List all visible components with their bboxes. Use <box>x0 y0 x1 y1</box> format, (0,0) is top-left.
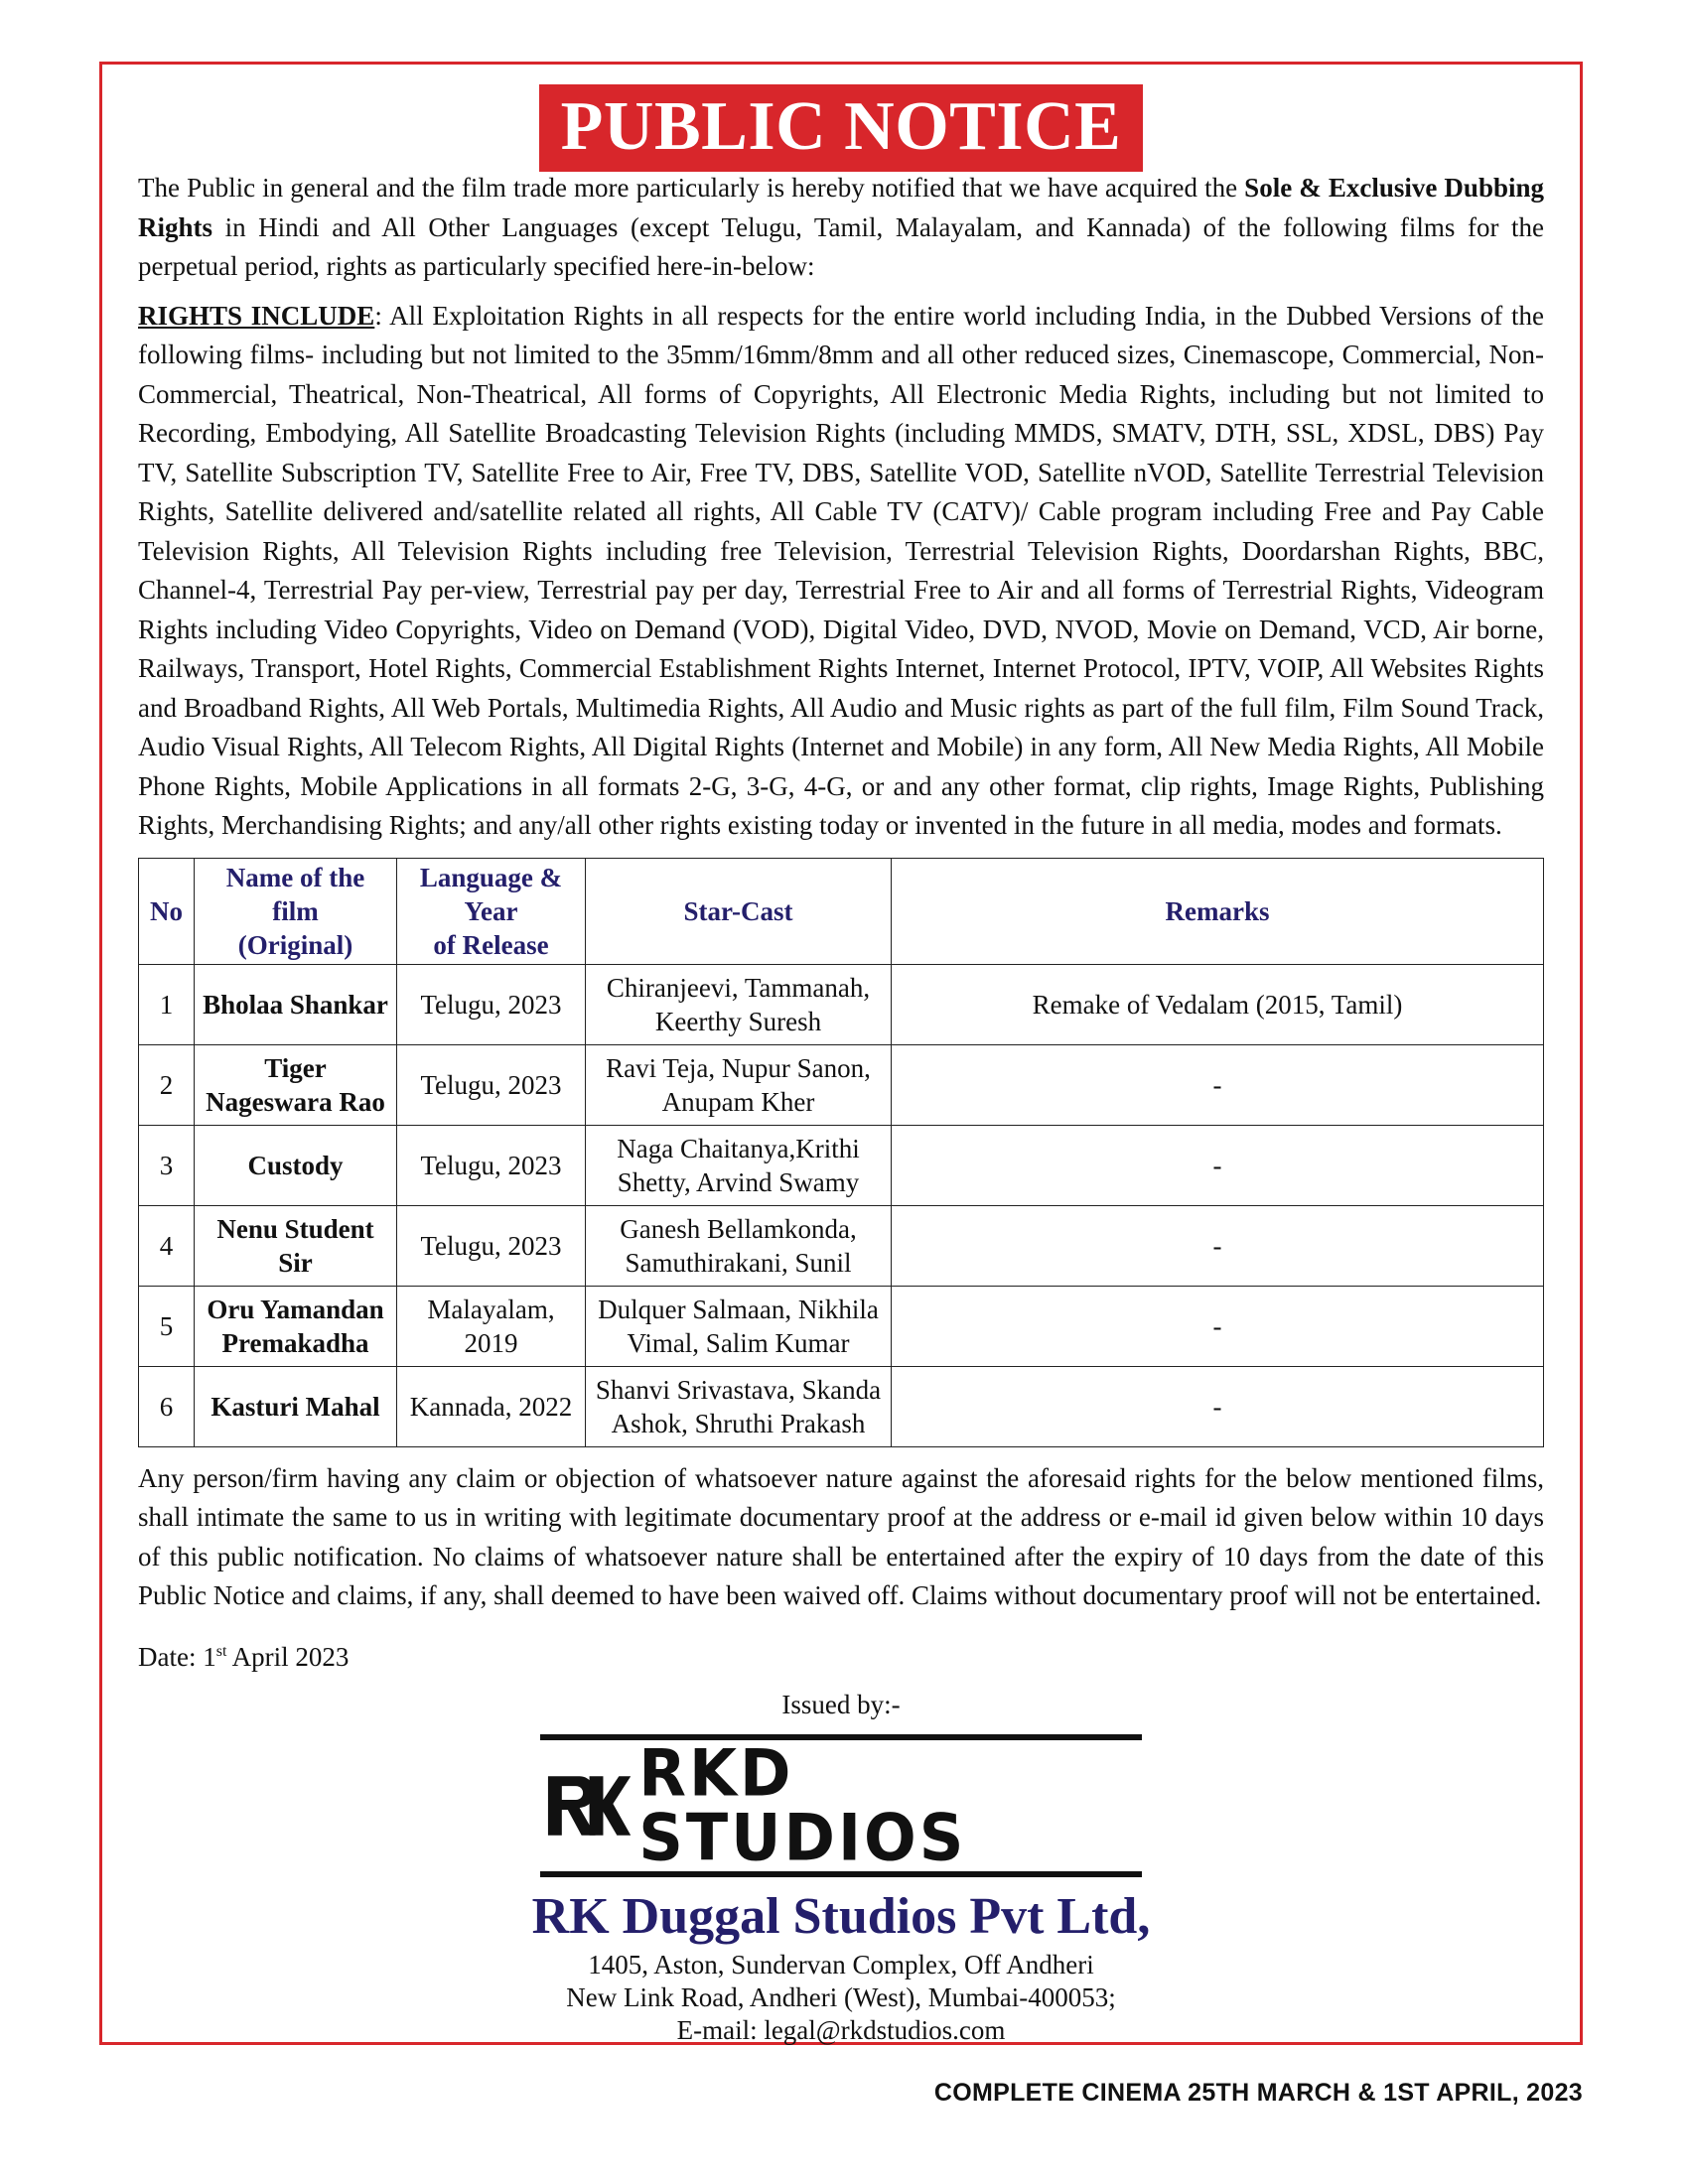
table-row <box>139 964 1544 1044</box>
logo-text: RKD STUDIOS <box>638 1734 967 1875</box>
intro-text-2: in Hindi and All Other Languages (except Telugu, Tamil, Malayalam, and Kannada) of the following films for the perpetual period, rights as particularly specified here-in-below: <box>138 211 1544 281</box>
rkd-logo <box>138 1734 1544 1877</box>
cell-cast: Ravi Teja, Nupur Sanon, Anupam Kher <box>586 1044 892 1125</box>
cell-cast: Dulquer Salmaan, Nikhila Vimal, Salim Kumar <box>586 1286 892 1366</box>
cell-film-name: Custody <box>195 1125 397 1205</box>
publication-footer: COMPLETE CINEMA 25TH MARCH & 1ST APRIL, 2023 <box>933 2079 1583 2107</box>
films-table <box>138 858 1544 1447</box>
address-line-2: New Link Road, Andheri (West), Mumbai-400053; <box>566 1981 1116 2012</box>
cell-remarks: Remake of Vedalam (2015, Tamil) <box>892 964 1544 1044</box>
table-row <box>139 1205 1544 1286</box>
cell-language: Kannada, 2022 <box>397 1366 586 1446</box>
header-cast: Star-Cast <box>586 858 892 964</box>
cell-no: 6 <box>139 1366 195 1446</box>
cell-language: Telugu, 2023 <box>397 1044 586 1125</box>
cell-language: Telugu, 2023 <box>397 964 586 1044</box>
table-row <box>139 1366 1544 1446</box>
email-line: E-mail: legal@rkdstudios.com <box>676 2014 1006 2045</box>
cell-film-name: Oru Yamandan Premakadha <box>195 1286 397 1366</box>
address-line-1: 1405, Aston, Sundervan Complex, Off Andheri <box>588 1949 1094 1979</box>
cell-remarks: - <box>892 1366 1544 1446</box>
cell-language: Malayalam, 2019 <box>397 1286 586 1366</box>
header-name <box>195 858 397 964</box>
logo-inner <box>540 1734 1142 1877</box>
header-name-line1: Name of the film <box>225 862 365 926</box>
header-no: No <box>139 858 195 964</box>
header-lang-line1: Language & Year <box>419 862 563 926</box>
intro-bold: Sole & Exclusive Dubbing Rights <box>138 173 1544 242</box>
date-suffix: st <box>215 1642 227 1660</box>
rights-heading: RIGHTS INCLUDE <box>138 300 375 331</box>
date-line <box>138 1634 1544 1675</box>
cell-no: 1 <box>139 964 195 1044</box>
cell-no: 2 <box>139 1044 195 1125</box>
cell-no: 5 <box>139 1286 195 1366</box>
title-wrap <box>102 84 1580 172</box>
header-remarks: Remarks <box>892 858 1544 964</box>
intro-paragraph <box>138 169 1544 287</box>
cell-language: Telugu, 2023 <box>397 1205 586 1286</box>
date-rest: April 2023 <box>226 1641 350 1672</box>
header-language <box>397 858 586 964</box>
cell-no: 3 <box>139 1125 195 1205</box>
date-label: Date: 1 <box>138 1641 216 1672</box>
cell-remarks: - <box>892 1205 1544 1286</box>
table-row <box>139 1044 1544 1125</box>
cell-remarks: - <box>892 1286 1544 1366</box>
cell-cast: Ganesh Bellamkonda, Samuthirakani, Sunil <box>586 1205 892 1286</box>
cell-cast: Naga Chaitanya,Krithi Shetty, Arvind Swamy <box>586 1125 892 1205</box>
cell-film-name: Tiger Nageswara Rao <box>195 1044 397 1125</box>
table-row <box>139 1286 1544 1366</box>
company-name: RK Duggal Studios Pvt Ltd, <box>531 1887 1151 1945</box>
cell-film-name: Kasturi Mahal <box>195 1366 397 1446</box>
cell-language: Telugu, 2023 <box>397 1125 586 1205</box>
intro-text-1: The Public in general and the film trade more particularly is hereby notified that we have acquired the <box>138 173 1245 203</box>
claims-paragraph: Any person/firm having any claim or objection of whatsoever nature against the aforesaid rights for the below mentioned films, shall intimate the same to us in writing with legitimate documentary proof at the address or e-mail id given below within 10 days of this public notification. No claims of whatsoever nature shall be entertained after the expiry of 10 days from the date of this Public Notice and claims, if any, shall deemed to have been waived off. Claims without documentary proof will not be entertained. <box>138 1462 1544 1610</box>
cell-cast: Chiranjeevi, Tammanah, Keerthy Suresh <box>586 964 892 1044</box>
cell-cast: Shanvi Srivastava, Skanda Ashok, Shruthi Prakash <box>586 1366 892 1446</box>
rk-monogram-icon <box>540 1770 631 1842</box>
cell-remarks: - <box>892 1125 1544 1205</box>
header-name-line2: (Original) <box>237 929 353 960</box>
cell-remarks: - <box>892 1044 1544 1125</box>
cell-no: 4 <box>139 1205 195 1286</box>
issued-by: Issued by:- <box>781 1689 901 1719</box>
table-header-row <box>139 858 1544 964</box>
notice-content <box>138 169 1544 2047</box>
notice-frame <box>99 62 1583 2045</box>
rights-paragraph <box>138 297 1544 846</box>
cell-film-name: Bholaa Shankar <box>195 964 397 1044</box>
cell-film-name: Nenu Student Sir <box>195 1205 397 1286</box>
table-row <box>139 1125 1544 1205</box>
notice-title: PUBLIC NOTICE <box>539 84 1144 172</box>
rights-text: : All Exploitation Rights in all respects for the entire world including India, in the Dubbed Versions of the following films- including but not limited to the 35mm/16mm/8mm and all other reduced sizes, Cinemascope, Commercial, Non-Commercial, Theatrical, Non-Theatrical, All forms of Copyrights, All Electronic Media Rights, including but not limited to Recording, Embodying, All Satellite Broadcasting Television Rights (including MMDS, SMATV, DTH, SSL, XDSL, DBS) Pay TV, Satellite Subscription TV, Satellite Free to Air, Free TV, DBS, Satellite VOD, Satellite nVOD, Satellite Terrestrial Television Rights, Satellite delivered and/satellite related all rights, All Cable TV (CATV)/ Cable program including Free and Pay Cable Television Rights, All Television Rights including free Television, Terrestrial Television Rights, Doordarshan Rights, BBC, Channel-4, Terrestrial Pay per-view, Terrestrial pay per day, Terrestrial Free to Air and all forms of Terrestrial Rights, Videogram Rights including Video Copyrights, Video on Demand (VOD), Digital Video, DVD, NVOD, Movie on Demand, VCD, Air borne, Railways, Transport, Hotel Rights, Commercial Establishment Rights Internet, Internet Protocol, IPTV, VOIP, All Websites Rights and Broadband Rights, All Web Portals, Multimedia Rights, All Audio and Music rights as part of the full film, Film Sound Track, Audio Visual Rights, All Telecom Rights, All Digital Rights (Internet and Mobile) in any form, All New Media Rights, All Mobile Phone Rights, Mobile Applications in all formats 2-G, 3-G, 4-G, or and any other format, clip rights, Image Rights, Publishing Rights, Merchandising Rights; and any/all other rights existing today or invented in the future in all media, modes and formats. <box>138 300 1544 840</box>
header-lang-line2: of Release <box>433 929 549 960</box>
